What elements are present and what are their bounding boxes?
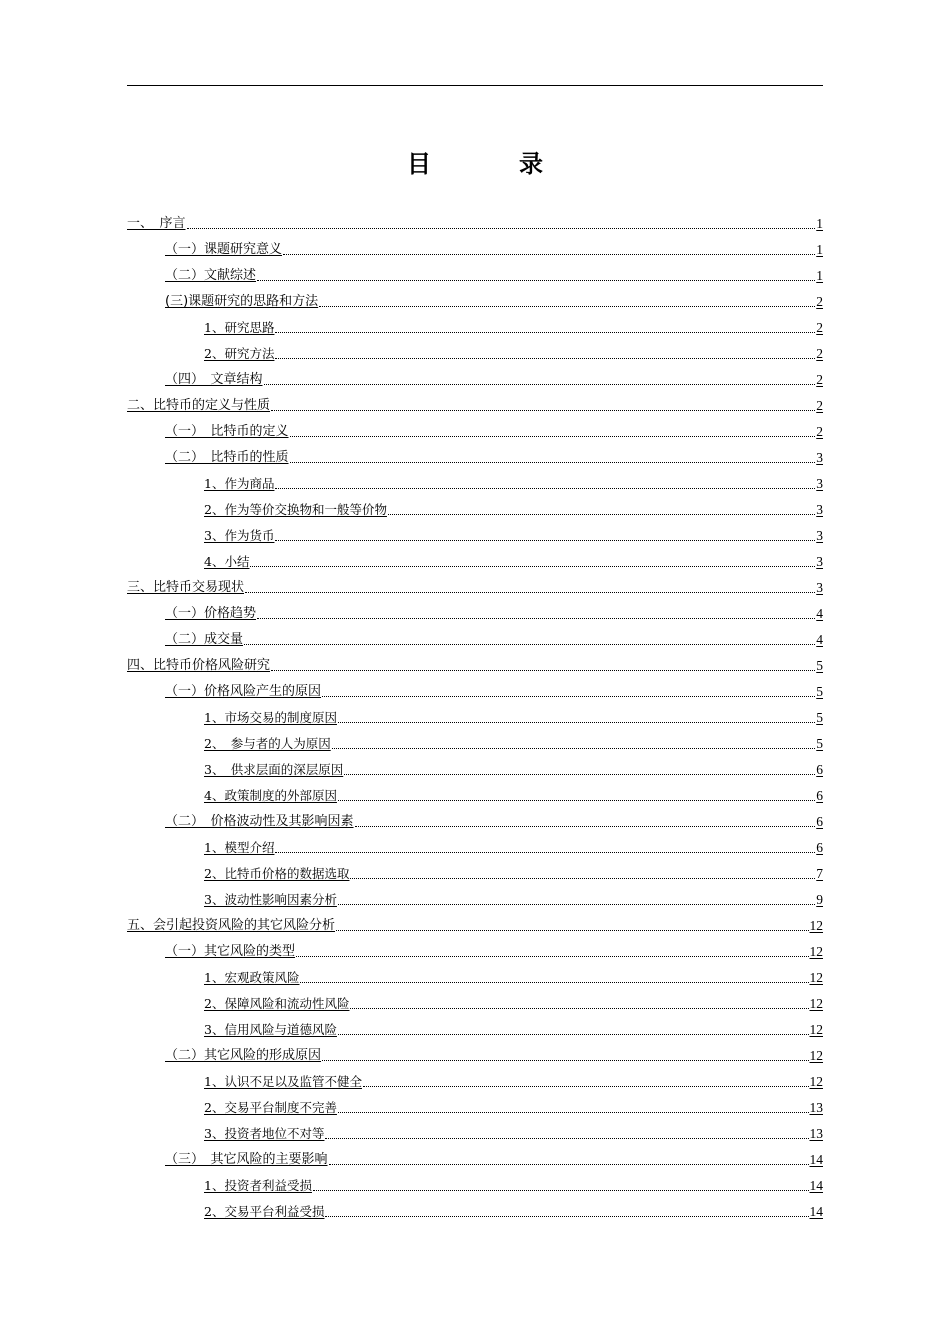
toc-entry-label[interactable]: 3、作为货币 bbox=[204, 528, 275, 543]
toc-entry[interactable] bbox=[127, 414, 823, 440]
toc-dot-leader bbox=[283, 254, 815, 255]
toc-entry[interactable] bbox=[127, 882, 823, 908]
toc-page-number[interactable]: 4 bbox=[816, 632, 823, 647]
toc-dot-leader bbox=[290, 436, 816, 437]
toc-entry-label[interactable]: 3、投资者地位不对等 bbox=[204, 1126, 325, 1141]
toc-dot-leader bbox=[300, 982, 808, 983]
toc-page-number[interactable]: 3 bbox=[816, 450, 823, 465]
toc-entry[interactable] bbox=[127, 726, 823, 752]
toc-page-number[interactable]: 3 bbox=[816, 476, 823, 491]
page-title: 目 录 bbox=[407, 150, 575, 178]
header-rule bbox=[127, 85, 823, 86]
toc-page-number[interactable]: 13 bbox=[809, 1100, 823, 1115]
toc-entry[interactable] bbox=[127, 284, 823, 310]
toc-entry-label[interactable]: (三)课题研究的思路和方法 bbox=[165, 294, 319, 309]
toc-dot-leader bbox=[338, 904, 815, 905]
toc-entry-label[interactable]: 1、宏观政策风险 bbox=[204, 970, 300, 985]
toc-entry-label[interactable]: （三） 其它风险的主要影响 bbox=[165, 1152, 328, 1167]
toc-entry-label[interactable]: 四、比特币价格风险研究 bbox=[127, 658, 271, 673]
toc-page-number[interactable]: 12 bbox=[809, 1048, 823, 1063]
toc-entry[interactable] bbox=[127, 206, 823, 232]
toc-page-number[interactable]: 6 bbox=[816, 788, 823, 803]
toc-entry-label[interactable]: 1、市场交易的制度原因 bbox=[204, 710, 337, 725]
toc-dot-leader bbox=[336, 930, 808, 931]
toc-page-number[interactable]: 2 bbox=[816, 372, 823, 387]
toc-entry-label[interactable]: （二）其它风险的形成原因 bbox=[165, 1048, 322, 1063]
toc-dot-leader bbox=[338, 722, 815, 723]
toc-entry-label[interactable]: 2、交易平台制度不完善 bbox=[204, 1100, 337, 1115]
toc-entry-label[interactable]: 2、保障风险和流动性风险 bbox=[204, 996, 350, 1011]
toc-entry-label[interactable]: 3、波动性影响因素分析 bbox=[204, 892, 337, 907]
toc-page-number[interactable]: 14 bbox=[809, 1204, 823, 1219]
toc-page-number[interactable]: 4 bbox=[816, 606, 823, 621]
toc-entry-label[interactable]: 4、小结 bbox=[204, 554, 250, 569]
toc-dot-leader bbox=[313, 1190, 809, 1191]
toc-entry[interactable] bbox=[127, 258, 823, 284]
toc-entry-label[interactable]: 2、研究方法 bbox=[204, 346, 275, 361]
toc-entry-label[interactable]: （二） 价格波动性及其影响因素 bbox=[165, 814, 354, 829]
toc-dot-leader bbox=[187, 228, 816, 229]
toc-entry[interactable] bbox=[127, 622, 823, 648]
toc-entry[interactable] bbox=[127, 492, 823, 518]
toc-entry-label[interactable]: 1、投资者利益受损 bbox=[204, 1178, 312, 1193]
toc-dot-leader bbox=[325, 1216, 808, 1217]
toc-entry-label[interactable]: （一）价格风险产生的原因 bbox=[165, 684, 322, 699]
toc-dot-leader bbox=[271, 670, 815, 671]
toc-entry[interactable] bbox=[127, 466, 823, 492]
toc-entry-label[interactable]: 五、会引起投资风险的其它风险分析 bbox=[127, 918, 336, 933]
toc-entry[interactable] bbox=[127, 388, 823, 414]
toc-entry[interactable] bbox=[127, 700, 823, 726]
toc-entry[interactable] bbox=[127, 440, 823, 466]
toc-entry-label[interactable]: 2、作为等价交换物和一般等价物 bbox=[204, 502, 387, 517]
toc-page-number[interactable]: 14 bbox=[809, 1152, 823, 1167]
toc-entry-label[interactable]: （二） 比特币的性质 bbox=[165, 450, 289, 465]
toc-page-number[interactable]: 2 bbox=[816, 398, 823, 413]
toc-entry-label[interactable]: 2、比特币价格的数据选取 bbox=[204, 866, 350, 881]
toc-entry[interactable] bbox=[127, 648, 823, 674]
toc-page-number[interactable]: 12 bbox=[809, 996, 823, 1011]
toc-entry-label[interactable]: 4、政策制度的外部原因 bbox=[204, 788, 337, 803]
toc-entry[interactable] bbox=[127, 1064, 823, 1090]
toc-dot-leader bbox=[338, 800, 815, 801]
toc-entry[interactable] bbox=[127, 752, 823, 778]
toc-entry-label[interactable]: 1、研究思路 bbox=[204, 320, 275, 335]
toc-dot-leader bbox=[338, 1112, 809, 1113]
toc-page-number[interactable]: 12 bbox=[809, 970, 823, 985]
toc-entry[interactable] bbox=[127, 934, 823, 960]
toc-entry-label[interactable]: 3、信用风险与道德风险 bbox=[204, 1022, 337, 1037]
toc-dot-leader bbox=[257, 618, 815, 619]
toc-page-number[interactable]: 6 bbox=[816, 762, 823, 777]
toc-dot-leader bbox=[338, 1034, 809, 1035]
toc-entry-label[interactable]: （一）其它风险的类型 bbox=[165, 944, 296, 959]
toc-entry[interactable] bbox=[127, 570, 823, 596]
toc-dot-leader bbox=[350, 878, 815, 879]
toc-dot-leader bbox=[319, 306, 815, 307]
toc-dot-leader bbox=[322, 1060, 808, 1061]
toc-entry[interactable] bbox=[127, 1116, 823, 1142]
toc-entry-label[interactable]: 三、比特币交易现状 bbox=[127, 580, 245, 595]
toc-page-number[interactable]: 2 bbox=[816, 320, 823, 335]
toc-page-number[interactable]: 12 bbox=[809, 1022, 823, 1037]
toc-dot-leader bbox=[275, 358, 815, 359]
toc-page-number[interactable]: 1 bbox=[816, 242, 823, 257]
toc-dot-leader bbox=[329, 1164, 809, 1165]
toc-page-number[interactable]: 6 bbox=[816, 840, 823, 855]
toc-entry[interactable] bbox=[127, 362, 823, 388]
toc-dot-leader bbox=[275, 332, 815, 333]
toc-entry-label[interactable]: （二）文献综述 bbox=[165, 268, 257, 283]
toc-entry-label[interactable]: 1、模型介绍 bbox=[204, 840, 275, 855]
toc-dot-leader bbox=[257, 280, 815, 281]
toc-dot-leader bbox=[322, 696, 815, 697]
toc-page-number[interactable]: 5 bbox=[816, 658, 823, 673]
toc-page-number[interactable]: 5 bbox=[816, 736, 823, 751]
toc-page-number[interactable]: 3 bbox=[816, 528, 823, 543]
toc-dot-leader bbox=[388, 514, 815, 515]
toc-dot-leader bbox=[325, 1138, 808, 1139]
toc-entry-label[interactable]: 1、认识不足以及监管不健全 bbox=[204, 1074, 362, 1089]
toc-page-number[interactable]: 13 bbox=[809, 1126, 823, 1141]
toc-entry-label[interactable]: 2、交易平台利益受损 bbox=[204, 1204, 325, 1219]
toc-page-number[interactable]: 6 bbox=[816, 814, 823, 829]
toc-page-number[interactable]: 2 bbox=[816, 346, 823, 361]
toc-page-number[interactable]: 1 bbox=[816, 216, 823, 231]
toc-dot-leader bbox=[355, 826, 816, 827]
table-of-contents bbox=[127, 206, 823, 1220]
toc-page-number[interactable]: 12 bbox=[809, 1074, 823, 1089]
toc-dot-leader bbox=[250, 566, 815, 567]
toc-entry[interactable] bbox=[127, 544, 823, 570]
toc-entry[interactable] bbox=[127, 804, 823, 830]
toc-entry[interactable] bbox=[127, 1194, 823, 1220]
toc-entry-label[interactable]: 一、 序言 bbox=[127, 216, 186, 231]
toc-dot-leader bbox=[271, 410, 815, 411]
toc-dot-leader bbox=[296, 956, 808, 957]
toc-entry-label[interactable]: 二、比特币的定义与性质 bbox=[127, 398, 271, 413]
toc-entry[interactable] bbox=[127, 830, 823, 856]
toc-entry[interactable] bbox=[127, 1038, 823, 1064]
toc-page-number[interactable]: 12 bbox=[809, 944, 823, 959]
toc-entry-label[interactable]: （一）价格趋势 bbox=[165, 606, 257, 621]
toc-dot-leader bbox=[363, 1086, 809, 1087]
toc-page-number[interactable]: 1 bbox=[816, 268, 823, 283]
toc-page-number[interactable]: 3 bbox=[816, 554, 823, 569]
toc-entry[interactable] bbox=[127, 232, 823, 258]
toc-page-number[interactable]: 7 bbox=[816, 866, 823, 881]
toc-entry[interactable] bbox=[127, 596, 823, 622]
toc-page-number[interactable]: 3 bbox=[816, 502, 823, 517]
toc-entry-label[interactable]: （一） 比特币的定义 bbox=[165, 424, 289, 439]
toc-page-number[interactable]: 14 bbox=[809, 1178, 823, 1193]
toc-dot-leader bbox=[264, 384, 816, 385]
toc-entry[interactable] bbox=[127, 908, 823, 934]
toc-dot-leader bbox=[332, 748, 816, 749]
toc-dot-leader bbox=[275, 852, 815, 853]
toc-entry[interactable] bbox=[127, 778, 823, 804]
toc-entry-label[interactable]: （四） 文章结构 bbox=[165, 372, 263, 387]
toc-entry[interactable] bbox=[127, 1012, 823, 1038]
toc-entry[interactable] bbox=[127, 674, 823, 700]
toc-dot-leader bbox=[244, 644, 815, 645]
toc-entry[interactable] bbox=[127, 1168, 823, 1194]
toc-dot-leader bbox=[290, 462, 816, 463]
toc-page-number[interactable]: 5 bbox=[816, 684, 823, 699]
toc-dot-leader bbox=[275, 488, 815, 489]
toc-dot-leader bbox=[275, 540, 815, 541]
toc-entry[interactable] bbox=[127, 310, 823, 336]
toc-dot-leader bbox=[245, 592, 815, 593]
toc-dot-leader bbox=[344, 774, 815, 775]
toc-entry[interactable] bbox=[127, 518, 823, 544]
toc-entry-label[interactable]: 1、作为商品 bbox=[204, 476, 275, 491]
toc-entry[interactable] bbox=[127, 960, 823, 986]
toc-entry[interactable] bbox=[127, 1090, 823, 1116]
toc-entry[interactable] bbox=[127, 986, 823, 1012]
toc-page-number[interactable]: 2 bbox=[816, 294, 823, 309]
toc-page-number[interactable]: 9 bbox=[816, 892, 823, 907]
toc-page-number[interactable]: 12 bbox=[809, 918, 823, 933]
toc-entry-label[interactable]: （一）课题研究意义 bbox=[165, 242, 283, 257]
toc-entry[interactable] bbox=[127, 856, 823, 882]
toc-page-number[interactable]: 3 bbox=[816, 580, 823, 595]
toc-dot-leader bbox=[350, 1008, 808, 1009]
toc-page-number[interactable]: 5 bbox=[816, 710, 823, 725]
toc-entry-label[interactable]: 2、 参与者的人为原因 bbox=[204, 736, 331, 751]
toc-entry[interactable] bbox=[127, 1142, 823, 1168]
toc-entry-label[interactable]: （二）成交量 bbox=[165, 632, 244, 647]
toc-page-number[interactable]: 2 bbox=[816, 424, 823, 439]
toc-entry-label[interactable]: 3、 供求层面的深层原因 bbox=[204, 762, 344, 777]
toc-entry[interactable] bbox=[127, 336, 823, 362]
